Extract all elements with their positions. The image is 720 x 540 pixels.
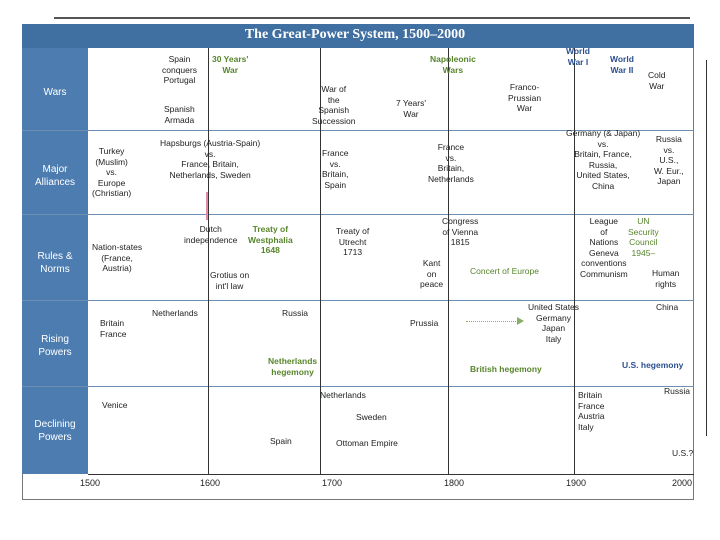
war-spanish-succession: War of the Spanish Succession	[312, 84, 356, 126]
norm-kant: Kant on peace	[420, 258, 444, 289]
row-label-rising: Rising Powers	[38, 334, 72, 358]
war-thirty-years: 30 Years' War	[212, 54, 249, 75]
norm-un-security-council: UN Security Council 1945–	[628, 216, 659, 258]
right-rule	[706, 60, 707, 436]
row-label-declining: Declining Powers	[34, 419, 76, 443]
axis-tick: 1900	[565, 478, 587, 488]
row-divider	[22, 386, 694, 387]
axis-tick: 1700	[321, 478, 343, 488]
declining-venice: Venice	[102, 400, 128, 410]
war-napoleonic: Napoleonic Wars	[430, 54, 476, 75]
norm-human-rights: Human rights	[652, 268, 680, 289]
alliance-hapsburgs: Hapsburgs (Austria-Spain) vs. France, Britain, Netherlands, Sweden	[160, 138, 261, 180]
rising-russia: Russia	[282, 308, 308, 318]
century-line-1800	[448, 48, 449, 474]
declining-netherlands: Netherlands	[320, 390, 366, 400]
war-franco-prussian: Franco- Prussian War	[508, 82, 542, 113]
row-divider	[22, 300, 694, 301]
rising-us-germany-japan-italy: United States Germany Japan Italy	[528, 302, 580, 344]
norm-concert-europe: Concert of Europe	[470, 266, 539, 276]
norm-treaty-utrecht: Treaty of Utrecht 1713	[336, 226, 370, 257]
war-spanish-armada: Spanish Armada	[164, 104, 195, 125]
rising-netherlands: Netherlands	[152, 308, 198, 318]
declining-spain: Spain	[270, 436, 292, 446]
axis-tick: 1600	[199, 478, 221, 488]
century-line-1600	[208, 48, 209, 474]
axis-tick: 1500	[79, 478, 101, 488]
war-world-war-2: World War II	[610, 54, 634, 75]
x-axis	[88, 474, 694, 475]
alliance-france-britain-netherlands: France vs. Britain, Netherlands	[428, 142, 474, 184]
declining-ottoman-empire: Ottoman Empire	[336, 438, 398, 448]
alliance-germany-japan: Germany (& Japan) vs. Britain, France, Russia, United States, China	[566, 128, 641, 191]
century-line-1900	[574, 48, 575, 474]
rising-china: China	[656, 302, 679, 312]
norm-league-nations: League of Nations Geneva conventions Communism	[580, 216, 628, 279]
rising-britain-france: Britain France	[100, 318, 127, 339]
war-cold-war: Cold War	[648, 70, 666, 91]
norm-nation-states: Nation-states (France, Austria)	[92, 242, 143, 273]
chart-title: The Great-Power System, 1500–2000	[244, 27, 466, 42]
british-hegemony: British hegemony	[470, 364, 542, 374]
norm-dutch-independence: Dutch independence	[184, 224, 238, 245]
netherlands-hegemony: Netherlands hegemony	[268, 356, 318, 377]
declining-russia: Russia	[664, 386, 690, 396]
declining-sweden: Sweden	[356, 412, 387, 422]
declining-britain-france-austria-italy: Britain France Austria Italy	[578, 390, 605, 432]
top-rule	[54, 17, 690, 19]
dutch-independence-marker	[206, 192, 208, 220]
norm-congress-vienna: Congress of Vienna 1815	[442, 216, 479, 247]
norm-treaty-westphalia: Treaty of Westphalia 1648	[248, 224, 293, 255]
row-label-rules: Rules & Norms	[37, 251, 73, 275]
alliance-russia-us: Russia vs. U.S., W. Eur., Japan	[654, 134, 684, 186]
row-label-alliances: Major Alliances	[34, 164, 76, 188]
rise-arrow-line	[466, 321, 518, 322]
axis-tick: 1800	[443, 478, 465, 488]
row-divider	[22, 214, 694, 215]
norm-grotius: Grotius on int'l law	[210, 270, 250, 291]
rise-arrow-head	[517, 317, 524, 325]
alliance-france-britain-spain: France vs. Britain, Spain	[322, 148, 349, 190]
us-hegemony: U.S. hegemony	[622, 360, 684, 370]
war-spain-portugal: Spain conquers Portugal	[162, 54, 197, 85]
war-seven-years: 7 Years' War	[396, 98, 426, 119]
declining-us-question: U.S.?	[672, 448, 694, 458]
war-world-war-1: World War I	[566, 46, 590, 67]
axis-tick: 2000	[671, 478, 693, 488]
alliance-turkey: Turkey (Muslim) vs. Europe (Christian)	[92, 146, 132, 198]
row-label-wars: Wars	[43, 87, 67, 98]
rising-prussia: Prussia	[410, 318, 439, 328]
